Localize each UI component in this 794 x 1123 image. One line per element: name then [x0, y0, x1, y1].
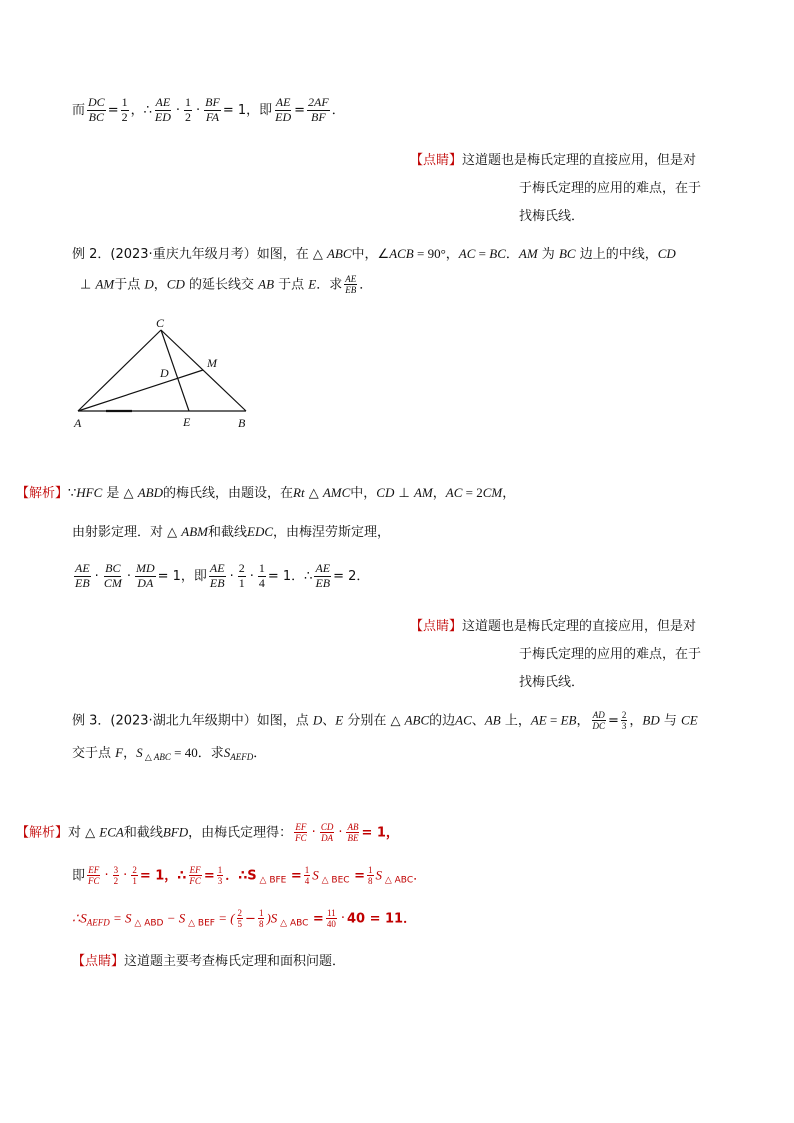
segment-am — [78, 370, 203, 411]
label-e: E — [183, 415, 191, 429]
note-1-line-2: 于梅氏定理的应用的难点，在于 — [519, 181, 702, 196]
fraction-bc-cm: $\frac{BC}{CM}$ — [103, 561, 122, 590]
solution-3-line-2: 即 $\frac{EF}{FC}$ · $\frac{3}{2}$ · $\frac{2}{1}$ = 1，∴ $\frac{EF}{FC}$ = $\frac{1}{3}$ ．∴S $_{\triangle BFE}$ = $\frac{1}{4}$ S $_{\triangle BEC}$ = $\frac{1}{8}$ S $_{\triangle ABC}$． — [72, 865, 427, 887]
fraction-ae-eb-3: $\frac{AE}{EB}$ — [315, 561, 331, 590]
fraction-ad-dc: $\frac{AD}{DC}$ — [592, 710, 605, 732]
note-2-line-1: 【点睛】这道题也是梅氏定理的直接应用，但是对 — [410, 619, 697, 634]
segment-cb — [161, 330, 246, 411]
example-3-line-1: 例 3．(2023·湖北九年级期中）如图，点 D、E 分别在 △ ABC的边AC、AB 上，AE = EB， $\frac{AD}{DC}$ = $\frac{2}{3}$ ，BD 与 CE — [72, 710, 698, 732]
example-2-line-1: 例 2．(2023·重庆九年级月考）如图，在 △ ABC中，∠ACB = 90°，AC = BC．AM 为 BC 边上的中线，CD — [72, 246, 676, 262]
fraction-ae-eb-2: $\frac{AE}{EB}$ — [209, 561, 225, 590]
label-a: A — [74, 416, 82, 430]
fraction-ae-eb: $\frac{AE}{EB}$ — [345, 274, 357, 296]
label-b: B — [238, 416, 246, 430]
note-1-line-1: 【点睛】这道题也是梅氏定理的直接应用，但是对 — [410, 153, 697, 168]
fraction-one-half-b: $\frac{1}{2}$ — [185, 95, 192, 124]
example-3-line-2: 交于点 F，S $_{\triangle ABC}$ = 40．求$S_{AEFD}$． — [72, 745, 267, 762]
label-c: C — [156, 316, 165, 330]
text-er: 而 — [72, 102, 86, 118]
note-2-line-2: 于梅氏定理的应用的难点，在于 — [519, 647, 702, 662]
fraction-ae-eb-1: $\frac{AE}{EB}$ — [75, 561, 90, 590]
note-2-line-3: 找梅氏线． — [519, 675, 585, 690]
fraction-2-1: $\frac{2}{1}$ — [238, 561, 245, 590]
solution-3-line-3: $\therefore S_{AEFD} = S$ $_{\triangle ABD}$ − S $_{\triangle BEF}$ = ( $\frac{2}{5}$ − $\frac{1}{8}$ )S $_{\triangle ABC}$ = $\frac{11}{40}$ · 40 = 11． — [72, 908, 417, 930]
solution-2-line-2: 由射影定理．对 △ ABM和截线EDC，由梅涅劳斯定理， — [72, 524, 391, 540]
fraction-ae-ed-b: $\frac{AE}{ED}$ — [275, 95, 292, 124]
fraction-dc-bc: $\frac{DC}{BC}$ — [88, 95, 105, 124]
note-tag-2: 【点睛】 — [410, 619, 463, 634]
fraction-1-4: $\frac{1}{4}$ — [258, 561, 265, 590]
top-formula: 而 $\frac{DC}{BC}$ = $\frac{1}{2}$ ，∴ $\frac{AE}{ED}$ · $\frac{1}{2}$ · $\frac{BF}{FA}$ = 1，即 $\frac{AE}{ED}$ = $\frac{2AF}{BF}$ ． — [72, 95, 345, 124]
solution-3-line-1: 【解析】对 △ ECA和截线BFD，由梅氏定理得： $\frac{EF}{FC}$ · $\frac{CD}{DA}$ · $\frac{AB}{BE}$ = 1， — [16, 822, 399, 844]
triangle-figure — [70, 315, 270, 435]
fraction-one-half: $\frac{1}{2}$ — [121, 95, 128, 124]
note-tag-3: 【点睛】 — [72, 954, 125, 969]
analysis-tag-3: 【解析】 — [16, 825, 69, 841]
solution-2-line-1: 【解析】∵HFC 是 △ ABD的梅氏线，由题设，在Rt △ AMC中，CD ⊥ AM，AC = 2CM， — [16, 485, 516, 501]
fraction-md-da: $\frac{MD}{DA}$ — [135, 561, 155, 590]
solution-2-line-3: $\frac{AE}{EB}$ · $\frac{BC}{CM}$ · $\frac{MD}{DA}$ = 1，即 $\frac{AE}{EB}$ · $\frac{2}{1}$ · $\frac{1}{4}$ = 1．∴ $\frac{AE}{EB}$ = 2． — [75, 561, 370, 590]
label-m: M — [207, 356, 217, 370]
note-1-line-3: 找梅氏线． — [519, 209, 585, 224]
note-tag: 【点睛】 — [410, 153, 463, 168]
fraction-bf-fa: $\frac{BF}{FA}$ — [205, 95, 220, 124]
fraction-2af-bf: $\frac{2AF}{BF}$ — [308, 95, 329, 124]
analysis-tag: 【解析】 — [16, 486, 69, 501]
fraction-ae-ed: $\frac{AE}{ED}$ — [154, 95, 171, 124]
example-2-line-2: ⊥ AM于点 D，CD 的延长线交 AB 于点 E．求 $\frac{AE}{EB}$ ． — [80, 274, 373, 296]
segment-ac — [78, 330, 161, 411]
fraction-2-3: $\frac{2}{3}$ — [621, 710, 627, 732]
label-d: D — [160, 366, 169, 380]
solution-3-note: 【点睛】这道题主要考查梅氏定理和面积问题． — [72, 954, 346, 969]
